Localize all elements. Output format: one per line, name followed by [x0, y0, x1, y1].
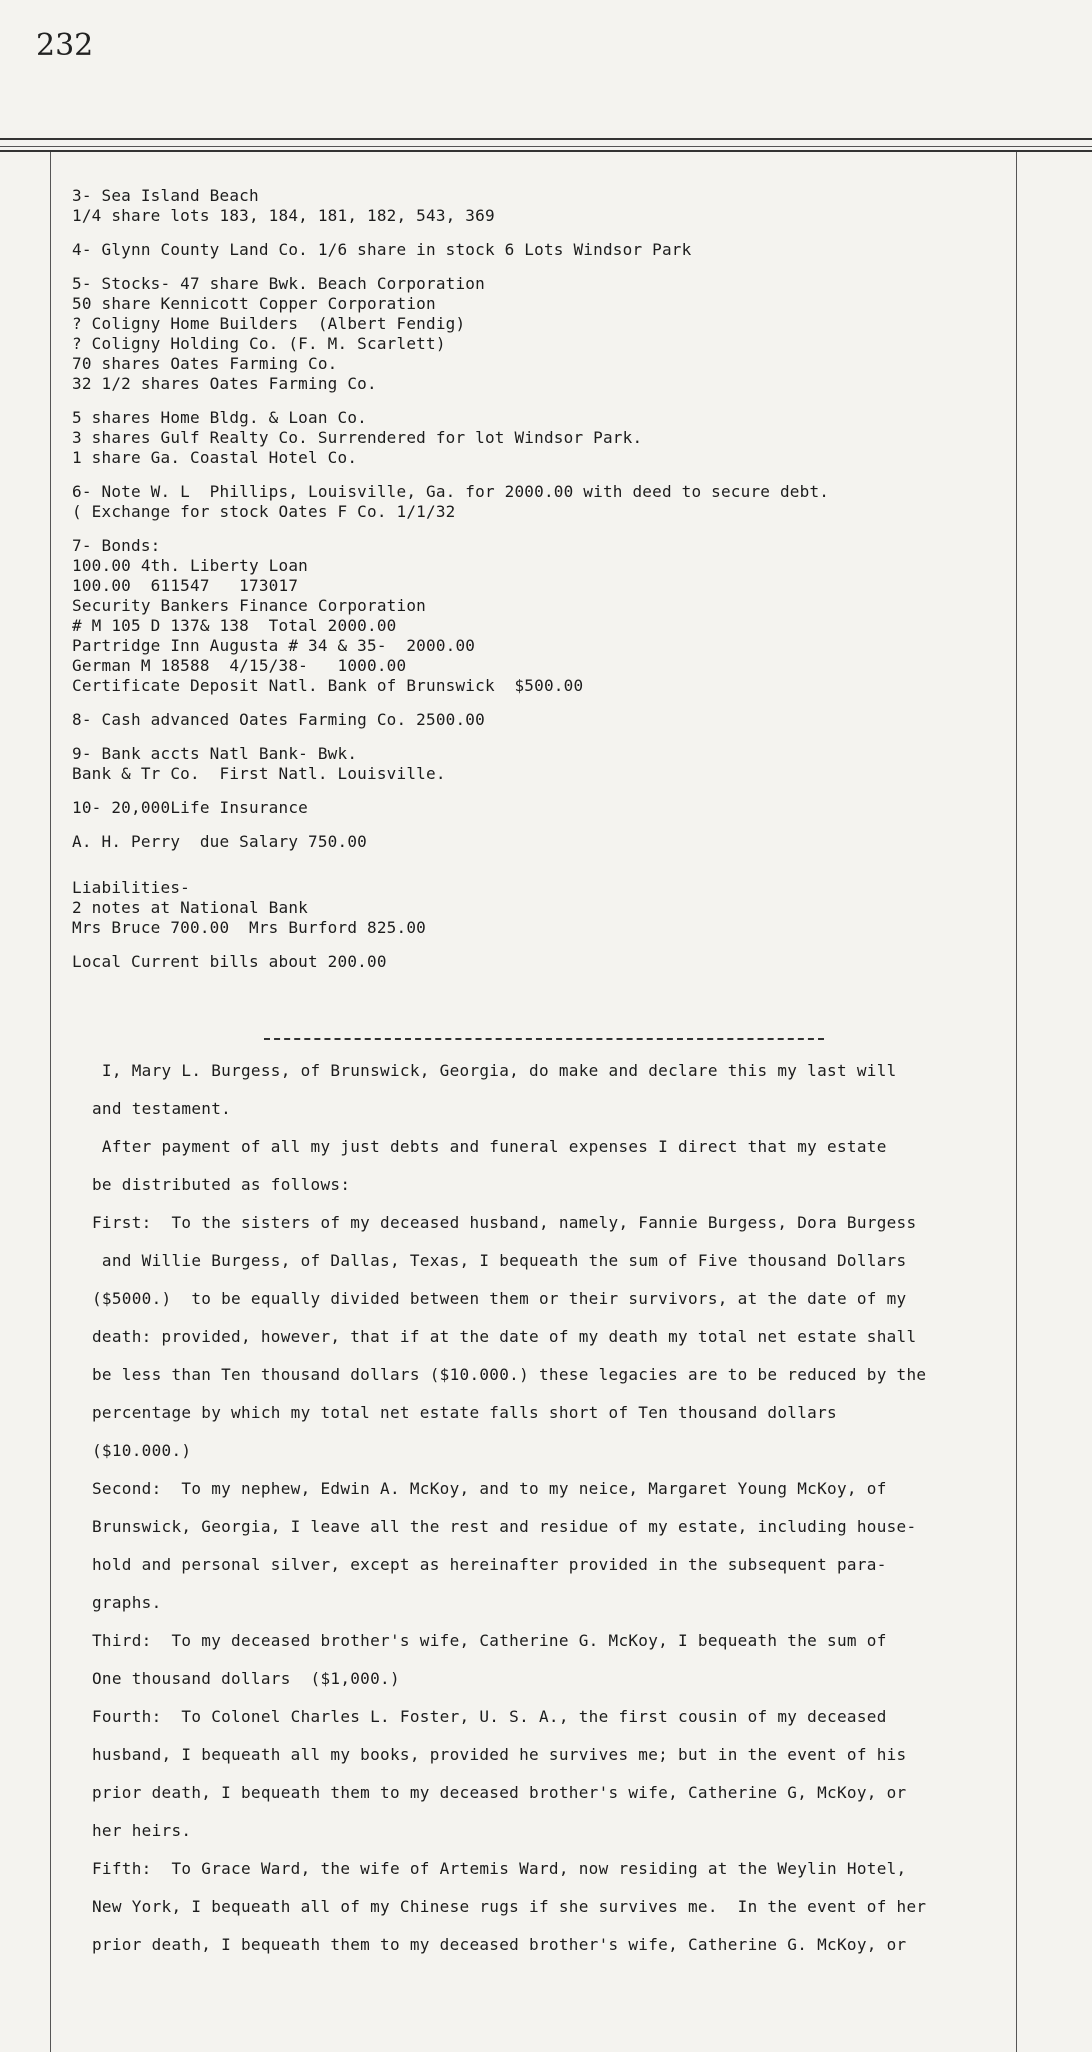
asset-line: 32 1/2 shares Oates Farming Co. [72, 374, 377, 393]
asset-line: ( Exchange for stock Oates F Co. 1/1/32 [72, 502, 456, 521]
will-line: her heirs. [92, 1821, 192, 1840]
will-line: One thousand dollars ($1,000.) [92, 1669, 400, 1688]
will-line: and Willie Burgess, of Dallas, Texas, I bequeath the sum of Five thousand Dollars [92, 1251, 907, 1270]
asset-line: 70 shares Oates Farming Co. [72, 354, 338, 373]
asset-line: A. H. Perry due Salary 750.00 [72, 832, 367, 851]
asset-line: 5 shares Home Bldg. & Loan Co. [72, 408, 367, 427]
asset-line: 3- Sea Island Beach [72, 186, 259, 205]
asset-line: 1/4 share lots 183, 184, 181, 182, 543, 369 [72, 206, 495, 225]
asset-line: 4- Glynn County Land Co. 1/6 share in stock 6 Lots Windsor Park [72, 240, 692, 259]
header-rule-bottom [0, 150, 1092, 152]
asset-line: 6- Note W. L Phillips, Louisville, Ga. for 2000.00 with deed to secure debt. [72, 482, 830, 501]
will-line: hold and personal silver, except as hereinafter provided in the subsequent para- [92, 1555, 887, 1574]
asset-line: Security Bankers Finance Corporation [72, 596, 426, 615]
asset-block [72, 536, 1022, 696]
asset-line: 7- Bonds: [72, 536, 161, 555]
page-number: 232 [36, 28, 94, 63]
current-bills-line: Local Current bills about 200.00 [72, 952, 387, 971]
will-line: percentage by which my total net estate falls short of Ten thousand dollars [92, 1403, 837, 1422]
will-line: Third: To my deceased brother's wife, Catherine G. McKoy, I bequeath the sum of [92, 1631, 887, 1650]
will-line: be less than Ten thousand dollars ($10.000.) these legacies are to be reduced by the [92, 1365, 927, 1384]
liabilities-block [72, 878, 1022, 938]
will-line: ($10.000.) [92, 1441, 192, 1460]
will-line: I, Mary L. Burgess, of Brunswick, Georgia, do make and declare this my last will [92, 1061, 897, 1080]
section-divider [264, 1038, 824, 1040]
asset-block [72, 744, 1022, 784]
asset-line: 3 shares Gulf Realty Co. Surrendered for lot Windsor Park. [72, 428, 643, 447]
asset-line: 1 share Ga. Coastal Hotel Co. [72, 448, 358, 467]
will-line: graphs. [92, 1593, 162, 1612]
will-line: death: provided, however, that if at the date of my death my total net estate shall [92, 1327, 917, 1346]
will-line: husband, I bequeath all my books, provided he survives me; but in the event of his [92, 1745, 907, 1764]
liability-line: Mrs Bruce 700.00 Mrs Burford 825.00 [72, 918, 426, 937]
left-margin-line [50, 152, 51, 2052]
will-line: Brunswick, Georgia, I leave all the rest and residue of my estate, including house- [92, 1517, 917, 1536]
asset-block [72, 408, 1022, 468]
will-line: ($5000.) to be equally divided between them or their survivors, at the date of my [92, 1289, 907, 1308]
asset-line: German M 18588 4/15/38- 1000.00 [72, 656, 407, 675]
asset-line: ? Coligny Holding Co. (F. M. Scarlett) [72, 334, 446, 353]
asset-line: ? Coligny Home Builders (Albert Fendig) [72, 314, 466, 333]
asset-block [72, 710, 1022, 730]
asset-line: 50 share Kennicott Copper Corporation [72, 294, 436, 313]
asset-block [72, 832, 1022, 852]
will-line: prior death, I bequeath them to my deceased brother's wife, Catherine G. McKoy, or [92, 1935, 907, 1954]
will-line: Fourth: To Colonel Charles L. Foster, U. S. A., the first cousin of my deceased [92, 1707, 887, 1726]
will-line: and testament. [92, 1099, 232, 1118]
header-rule-top [0, 138, 1092, 140]
header-rule-middle [0, 146, 1092, 147]
asset-line: 10- 20,000Life Insurance [72, 798, 308, 817]
asset-block [72, 482, 1022, 522]
liability-line: 2 notes at National Bank [72, 898, 308, 917]
asset-line: 100.00 4th. Liberty Loan [72, 556, 308, 575]
asset-line: 9- Bank accts Natl Bank- Bwk. [72, 744, 358, 763]
liability-line: Liabilities- [72, 878, 190, 897]
asset-line: 8- Cash advanced Oates Farming Co. 2500.00 [72, 710, 485, 729]
asset-block [72, 240, 1022, 260]
asset-list [72, 186, 1022, 972]
asset-line: 100.00 611547 173017 [72, 576, 299, 595]
will-line: First: To the sisters of my deceased husband, namely, Fannie Burgess, Dora Burgess [92, 1213, 917, 1232]
asset-line: Partridge Inn Augusta # 34 & 35- 2000.00 [72, 636, 476, 655]
asset-line: # M 105 D 137& 138 Total 2000.00 [72, 616, 397, 635]
will-line: prior death, I bequeath them to my deceased brother's wife, Catherine G, McKoy, or [92, 1783, 907, 1802]
will-text [92, 1052, 1042, 1964]
asset-line: 5- Stocks- 47 share Bwk. Beach Corporation [72, 274, 485, 293]
will-line: After payment of all my just debts and funeral expenses I direct that my estate [92, 1137, 887, 1156]
will-line: New York, I bequeath all of my Chinese rugs if she survives me. In the event of her [92, 1897, 927, 1916]
will-line: be distributed as follows: [92, 1175, 351, 1194]
will-line: Second: To my nephew, Edwin A. McKoy, and to my neice, Margaret Young McKoy, of [92, 1479, 887, 1498]
asset-line: Bank & Tr Co. First Natl. Louisville. [72, 764, 446, 783]
asset-block [72, 798, 1022, 818]
asset-block [72, 186, 1022, 226]
asset-line: Certificate Deposit Natl. Bank of Brunswick $500.00 [72, 676, 584, 695]
will-line: Fifth: To Grace Ward, the wife of Artemis Ward, now residing at the Weylin Hotel, [92, 1859, 907, 1878]
asset-block [72, 274, 1022, 394]
